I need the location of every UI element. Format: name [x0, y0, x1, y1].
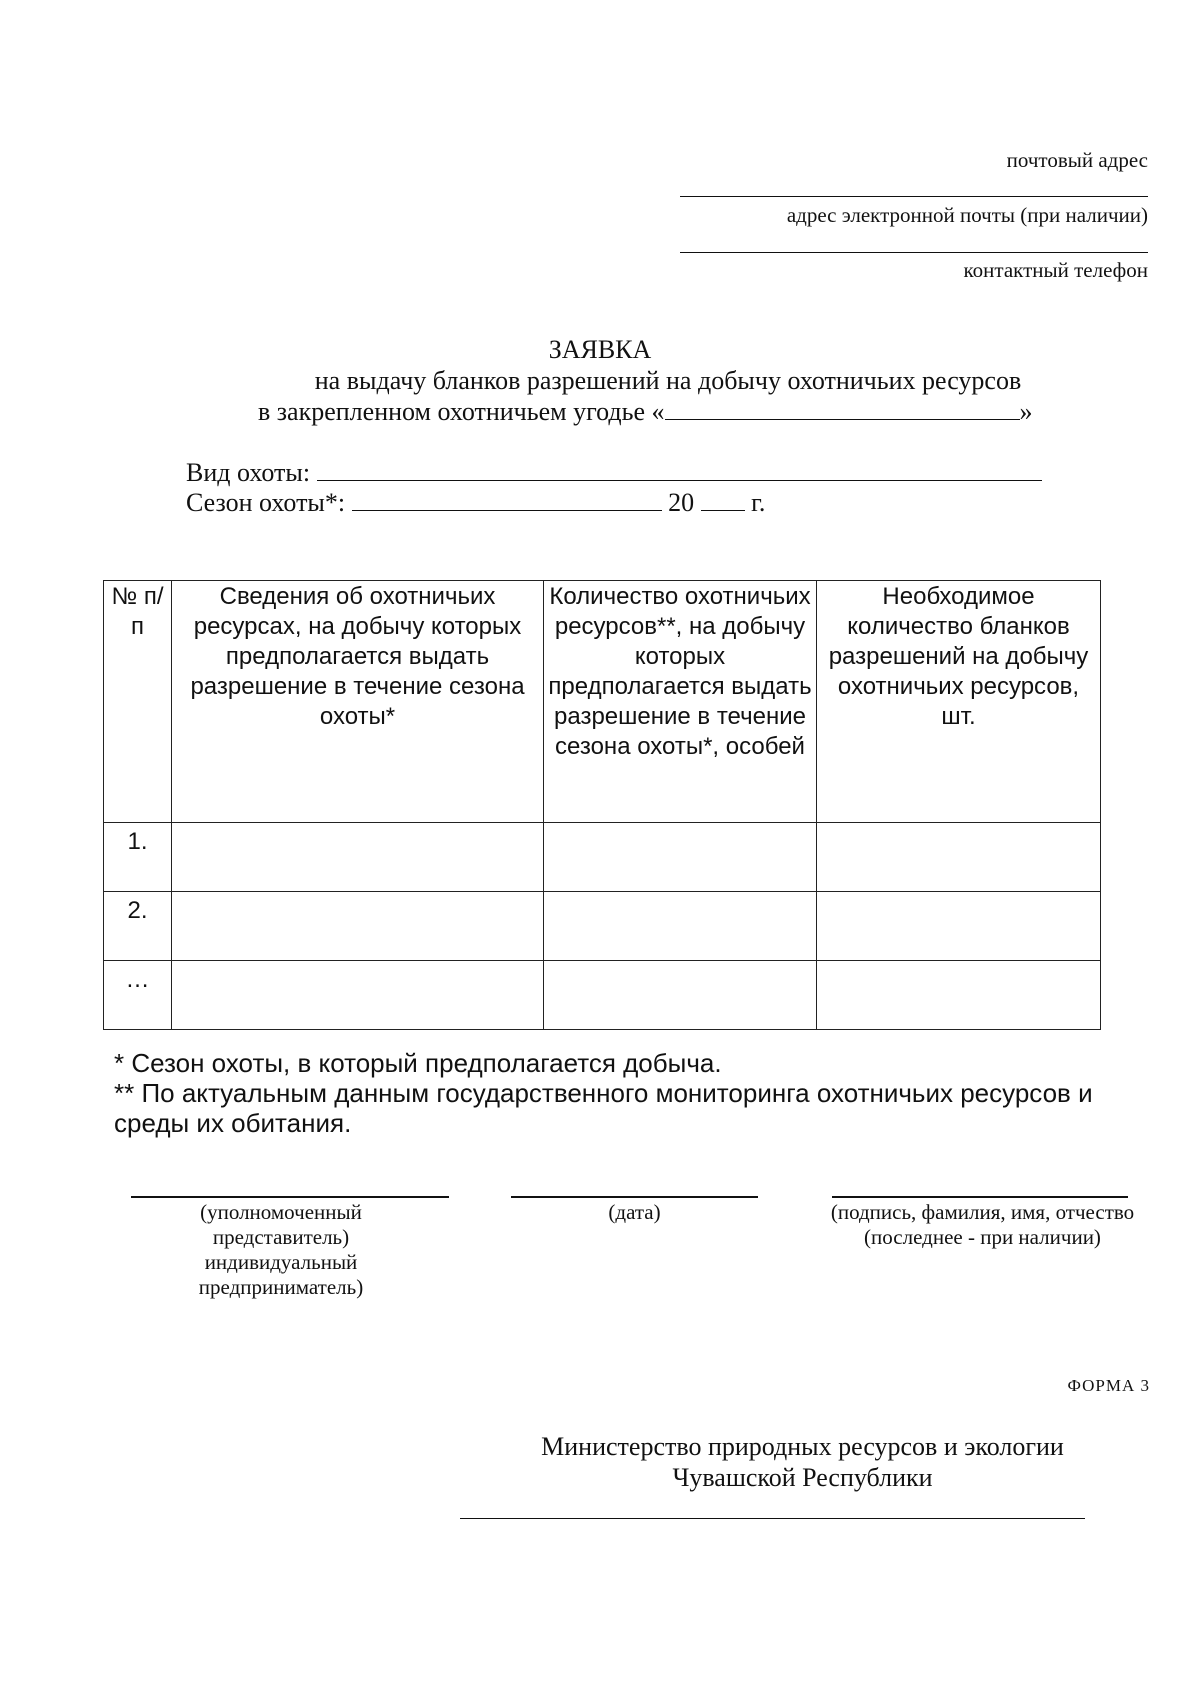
hunting-ground-suffix: »: [1019, 397, 1033, 426]
year-suffix: г.: [751, 488, 766, 517]
footnote-season: * Сезон охоты, в который предполагается добыча.: [114, 1048, 722, 1078]
table-cell[interactable]: [817, 961, 1101, 1030]
table-cell[interactable]: [172, 823, 544, 892]
season-label: Сезон охоты*:: [186, 488, 346, 517]
document-subtitle: на выдачу бланков разрешений на добычу охотничьих ресурсов: [314, 366, 1022, 395]
table-row: [104, 823, 1101, 892]
footnotes: [114, 1048, 1134, 1138]
table-cell[interactable]: [544, 892, 817, 961]
hunting-ground-field[interactable]: [665, 399, 1020, 420]
postal-address-label: почтовый адрес: [1006, 148, 1148, 172]
table-cell[interactable]: [544, 823, 817, 892]
name-signature-line[interactable]: [832, 1196, 1128, 1198]
hunt-type-field[interactable]: [317, 460, 1042, 481]
representative-signature-line[interactable]: [131, 1196, 449, 1198]
table-row: [104, 892, 1101, 961]
col-header-number: № п/п: [104, 581, 172, 823]
contact-phone-label: контактный телефон: [963, 258, 1148, 282]
table-row: [104, 961, 1101, 1030]
table-header-row: [104, 581, 1101, 823]
signature-caption: (подпись, фамилия, имя, отчество (последнее - при наличии): [830, 1200, 1135, 1249]
col-header-blanks: Необходимое количество бланков разрешений на добычу охотничьих ресурсов, шт.: [817, 581, 1101, 823]
year-prefix: 20: [668, 488, 695, 517]
ministry-name-line1: Министерство природных ресурсов и экологии: [541, 1432, 1064, 1461]
resources-table: [103, 580, 1101, 1030]
col-header-quantity: Количество охотничьих ресурсов**, на добычу которых предполагается выдать разрешение в течение сезона охоты*, особей: [544, 581, 817, 823]
season-row: [186, 488, 765, 518]
hunt-type-label: Вид охоты:: [186, 458, 311, 487]
email-address-field[interactable]: [680, 252, 1148, 253]
table-cell[interactable]: [817, 823, 1101, 892]
row-number: …: [104, 961, 172, 1030]
row-number: 2.: [104, 892, 172, 961]
form-number-label: ФОРМА 3: [1067, 1376, 1150, 1395]
table-cell[interactable]: [172, 961, 544, 1030]
postal-address-field[interactable]: [680, 196, 1148, 197]
date-signature-line[interactable]: [511, 1196, 758, 1198]
footnote-monitoring: ** По актуальным данным государственного мониторинга охотничьих ресурсов и среды их обитания.: [114, 1078, 1093, 1138]
col-header-resources: Сведения об охотничьих ресурсах, на добычу которых предполагается выдать разрешение в течение сезона охоты*: [172, 581, 544, 823]
date-caption: (дата): [608, 1200, 661, 1224]
table-cell[interactable]: [544, 961, 817, 1030]
ministry-recipient-line[interactable]: [460, 1518, 1085, 1519]
email-address-label: адрес электронной почты (при наличии): [786, 203, 1148, 227]
table-cell[interactable]: [817, 892, 1101, 961]
representative-caption: (уполномоченный представитель) индивидуальный предприниматель): [198, 1200, 364, 1299]
table-cell[interactable]: [172, 892, 544, 961]
year-field[interactable]: [701, 490, 745, 511]
row-number: 1.: [104, 823, 172, 892]
hunting-ground-line: [258, 397, 1033, 427]
hunt-type-row: [186, 458, 1042, 488]
document-title: ЗАЯВКА: [548, 335, 652, 364]
hunting-ground-prefix: в закрепленном охотничьем угодье «: [258, 397, 665, 426]
ministry-name-line2: Чувашской Республики: [672, 1463, 933, 1492]
season-field[interactable]: [352, 490, 662, 511]
